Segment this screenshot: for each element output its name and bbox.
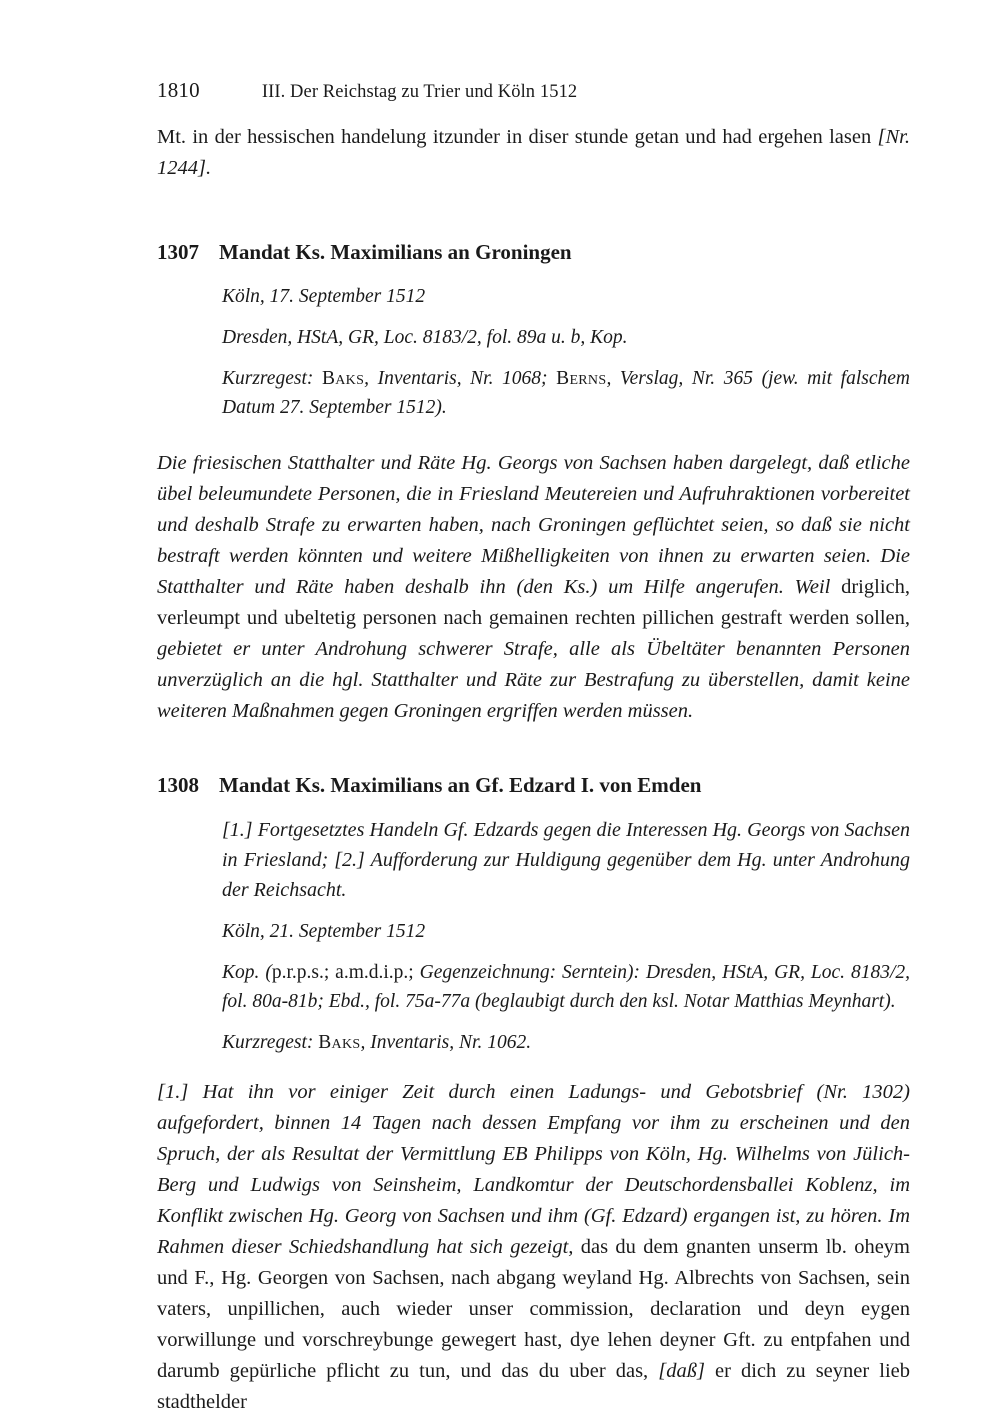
entry-archival-reference: Dresden, HStA, GR, Loc. 8183/2, fol. 89a u. b, Kop. bbox=[222, 327, 628, 348]
entry-1308 bbox=[157, 771, 910, 1418]
entry-body-text bbox=[157, 1077, 910, 1418]
text-run: , Inventaris, Nr. 1062. bbox=[360, 1032, 532, 1053]
entry-title: Mandat Ks. Maximilians an Groningen bbox=[219, 240, 572, 264]
text-run: Baks bbox=[321, 368, 365, 389]
running-head bbox=[157, 78, 910, 104]
text-run: Die friesischen Statthalter und Räte Hg. Georgs von Sachsen haben dargelegt, daß etliche übel beleumundete Personen, die in Friesland Meutereien und Aufruhraktionen vorbereitet und deshalb Strafe zu erwarten haben, nach Groningen geflüchtet seien, so daß sie nicht bestraft werden könnten und weitere Mißhelligkeiten von ihnen zu erwarten seien. Die Statthalter und Räte haben deshalb ihn (den Ks.) um Hilfe angerufen. Weil bbox=[157, 452, 910, 598]
text-run: Berns bbox=[556, 368, 607, 389]
entry-kurzregest bbox=[222, 364, 910, 422]
entry-archival-reference bbox=[222, 958, 910, 1016]
entry-kurzregest bbox=[222, 1028, 910, 1057]
text-run: Mt. in der hessischen handelung itzunder in diser stunde getan und had ergehen lasen bbox=[157, 126, 878, 148]
entry-place-date: Köln, 17. September 1512 bbox=[222, 286, 426, 307]
text-run: Baks bbox=[318, 1032, 361, 1053]
text-run: er dich zu seyner lieb stadthelder bbox=[157, 1360, 910, 1413]
text-run: driglich, verleumpt und ubeltetig personen nach gemainen rechten pillichen gestraft werden sollen, bbox=[157, 576, 910, 629]
entry-summary: [1.] Fortgesetztes Handeln Gf. Edzards gegen die Interessen Hg. Georgs von Sachsen in Friesland; [2.] Aufforderung zur Huldigung gegenüber dem Hg. unter Androhung der Reichsacht. bbox=[222, 819, 910, 901]
entry-title: Mandat Ks. Maximilians an Gf. Edzard I. von Emden bbox=[219, 773, 702, 797]
running-head-title: III. Der Reichstag zu Trier und Köln 1512 bbox=[261, 82, 578, 102]
entry-number: 1308 bbox=[157, 773, 199, 797]
continued-paragraph bbox=[157, 122, 910, 184]
text-run: , Verslag, Nr. 365 (jew. mit falschem Datum 27. September 1512). bbox=[222, 368, 911, 418]
text-run: das du dem gnanten unserm lb. oheym und F., Hg. Georgen von Sachsen, nach abgang weyland Hg. Albrechts von Sachsen, sein vaters, unpillichen, auch wieder unser commission, declaration und deyn eygen vorwillunge und vorschreybunge gewegert hast, dye lehen deyner Gft. zu entpfahen und darumb gepürliche pflicht zu tun, und das du uber das, bbox=[157, 1236, 910, 1382]
text-column bbox=[157, 122, 910, 1418]
text-run: [Nr. 1244]. bbox=[157, 126, 910, 179]
text-run: , Inventaris, Nr. 1068; bbox=[364, 368, 557, 389]
text-run: [daß] bbox=[658, 1360, 705, 1382]
text-run bbox=[313, 368, 322, 389]
text-run: [1.] Hat ihn vor einiger Zeit durch einen Ladungs- und Gebotsbrief (Nr. 1302) aufgefordert, binnen 14 Tagen nach dessen Empfang vor ihm zu erscheinen und den Spruch, der als Resultat der Vermittlung EB Philipps von Köln, Hg. Wilhelms von Jülich-Berg und Ludwigs von Seinsheim, Landkomtur der Deutschordensballei Koblenz, im Konflikt zwischen Hg. Georg von Sachsen und ihm (Gf. Edzard) ergangen ist, zu hören. Im Rahmen dieser Schiedshandlung hat sich gezeigt, bbox=[157, 1081, 910, 1258]
page-number: 1810 bbox=[157, 78, 200, 102]
entry-place-date: Köln, 21. September 1512 bbox=[222, 921, 426, 942]
entry-number: 1307 bbox=[157, 240, 199, 264]
text-run: gebietet er unter Androhung schwerer Strafe, alle als Übeltäter benannten Personen unverzüglich an die hgl. Statthalter und Räte zur Bestrafung zu überstellen, damit keine weiteren Maßnahmen gegen Groningen ergriffen werden müssen. bbox=[157, 638, 910, 722]
kurzregest-label: Kurzregest: bbox=[222, 368, 314, 389]
text-run: Kop. ( bbox=[222, 962, 272, 983]
entry-heading bbox=[157, 238, 910, 266]
entry-1307 bbox=[157, 238, 910, 727]
text-run: p.r.p.s.; a.m.d.i.p.; bbox=[271, 962, 414, 983]
text-run: Gegenzeichnung: Serntein): Dresden, HStA, GR, Loc. 8183/2, fol. 80a-81b; Ebd., fol. 75a-77a (beglaubigt durch den ksl. Notar Matthias Meynhart). bbox=[222, 962, 910, 1012]
kurzregest-label: Kurzregest: bbox=[222, 1032, 314, 1053]
entry-heading bbox=[157, 771, 910, 799]
entry-body-text bbox=[157, 448, 910, 727]
